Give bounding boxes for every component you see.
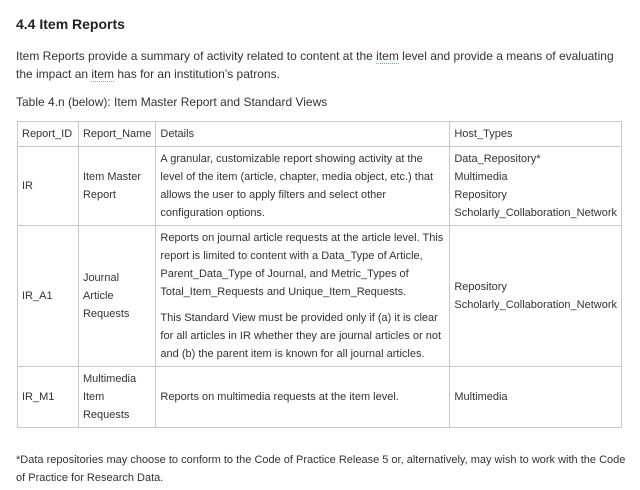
host-type: Data_Repository* (454, 153, 541, 165)
report-name-line: Item Master (82, 171, 142, 183)
header-report-id: Report_ID (18, 122, 79, 147)
report-name-line: Report (82, 189, 116, 201)
intro-text-3: has for an institution’s patrons. (114, 67, 280, 81)
report-name-line: Article (82, 290, 114, 302)
header-host-types: Host_Types (450, 122, 622, 147)
report-name-line: Requests (82, 308, 130, 320)
header-report-name: Report_Name (78, 122, 155, 147)
host-type: Scholarly_Collaboration_Network (454, 207, 617, 219)
report-name-cell (78, 147, 155, 226)
table-row (18, 367, 622, 428)
intro-text-1: Item Reports provide a summary of activity related to content at the (16, 49, 377, 63)
footnote: *Data repositories may choose to conform to the Code of Practice Release 5 or, alternatively, may wish to work with the Code of Practice for Research Data. (16, 454, 626, 484)
details-paragraph: Reports on journal article requests at the article level. This report is limited to content with a Data_Type of Article, Parent_Data_Type of Journal, and Metric_Types of Total_Item_Requests and Unique_Item_Requests. (160, 232, 444, 298)
header-details: Details (156, 122, 450, 147)
host-type: Multimedia (454, 171, 508, 183)
section-title: 4.4 Item Reports (16, 16, 125, 32)
details-cell (156, 367, 450, 428)
report-name-cell (78, 226, 155, 367)
table-caption: Table 4.n (below): Item Master Report and Standard Views (16, 95, 328, 109)
report-id-cell: IR_M1 (18, 367, 79, 428)
host-types-cell (450, 147, 622, 226)
host-type: Repository (454, 189, 507, 201)
host-types-cell (450, 226, 622, 367)
report-id-cell: IR_A1 (18, 226, 79, 367)
table-row (18, 226, 622, 367)
host-type: Multimedia (454, 391, 508, 403)
report-name-line: Requests (82, 409, 130, 421)
table-header-row (18, 122, 622, 147)
report-name-line: Journal (82, 272, 120, 284)
details-cell (156, 226, 450, 367)
table-row (18, 147, 622, 226)
report-name-line: Multimedia (82, 373, 137, 385)
intro-paragraph (16, 47, 626, 83)
item-reports-table (17, 121, 622, 428)
report-name-cell (78, 367, 155, 428)
host-types-cell (450, 367, 622, 428)
host-type: Repository (454, 281, 507, 293)
intro-term-item-1: item (376, 49, 399, 63)
details-paragraph: This Standard View must be provided only if (a) it is clear for all articles in IR whether they are journal articles or not and (b) the parent item is known for all journal articles. (160, 312, 442, 360)
details-cell (156, 147, 450, 226)
details-paragraph: Reports on multimedia requests at the item level. (160, 391, 399, 403)
details-paragraph: A granular, customizable report showing activity at the level of the item (article, chapter, media object, etc.) that allows the user to apply filters and select other configuration options. (160, 153, 434, 219)
report-name-line: Item (82, 391, 105, 403)
host-type: Scholarly_Collaboration_Network (454, 299, 617, 311)
intro-term-item-2: item (91, 67, 115, 81)
report-id-cell: IR (18, 147, 79, 226)
intro-text-2: level and provide a means of evaluating the impact an (16, 49, 614, 81)
